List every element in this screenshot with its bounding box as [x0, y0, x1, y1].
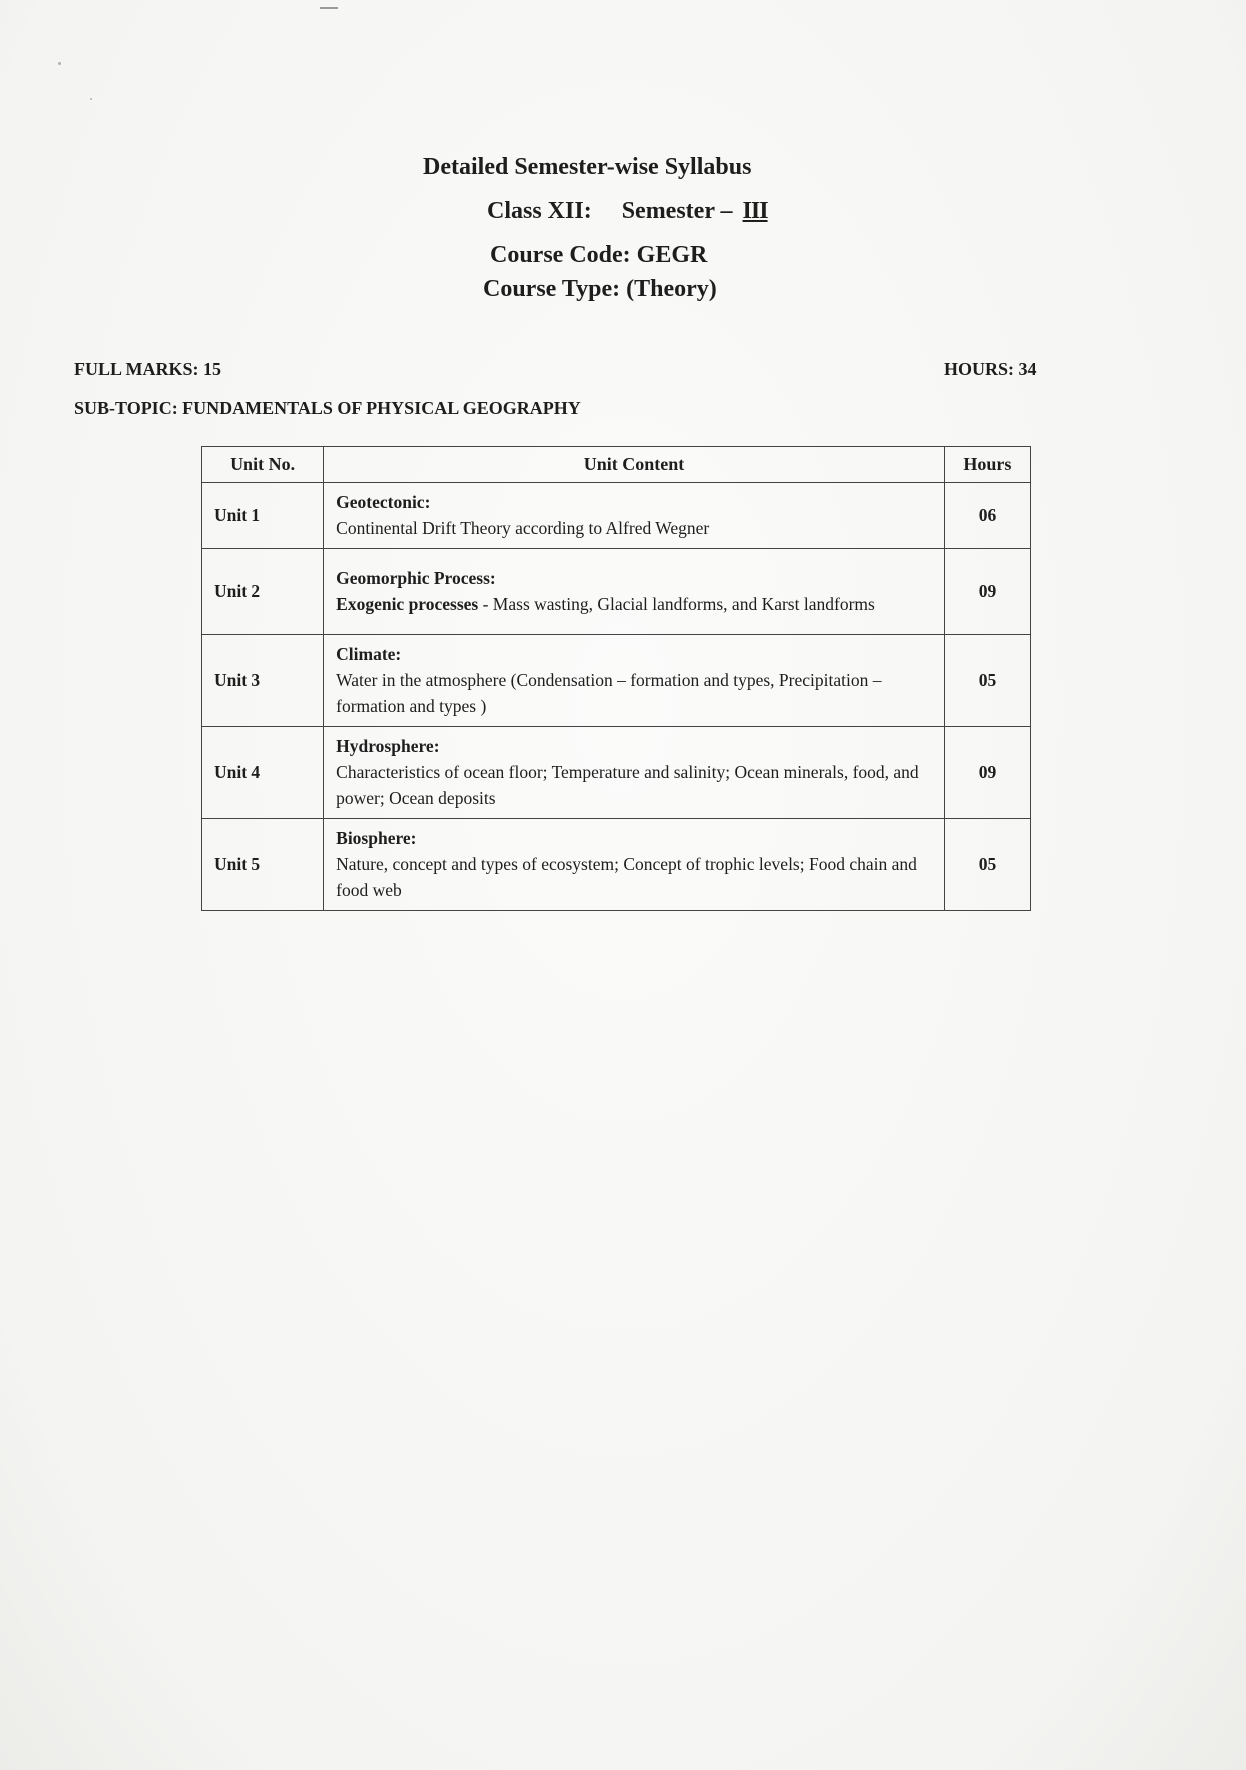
- sub-topic: SUB-TOPIC: FUNDAMENTALS OF PHYSICAL GEOGRAPHY: [74, 398, 581, 418]
- unit-lead: Exogenic processes: [336, 594, 479, 614]
- unit-description: - Mass wasting, Glacial landforms, and Karst landforms: [478, 594, 875, 614]
- unit-content: [324, 635, 945, 727]
- total-hours: HOURS: 34: [944, 359, 1037, 379]
- unit-number: Unit 2: [202, 549, 324, 635]
- unit-content: [324, 819, 945, 911]
- full-marks: FULL MARKS: 15: [74, 359, 222, 379]
- unit-content: [324, 549, 945, 635]
- header-unit-no: Unit No.: [202, 447, 324, 483]
- unit-hours: 06: [944, 483, 1030, 549]
- course-type: Course Type: (Theory): [483, 276, 717, 302]
- unit-topic: Geomorphic Process:: [336, 568, 496, 588]
- unit-number: Unit 1: [202, 483, 324, 549]
- unit-description: Characteristics of ocean floor; Temperature and salinity; Ocean minerals, food, and power; Ocean deposits: [336, 762, 919, 808]
- document-title: Detailed Semester-wise Syllabus: [423, 154, 752, 180]
- unit-topic: Geotectonic:: [336, 492, 431, 512]
- unit-description: Water in the atmosphere (Condensation – formation and types, Precipitation – formation and types ): [336, 670, 882, 716]
- table-row: [202, 483, 1031, 549]
- class-semester-line: [487, 198, 768, 225]
- semester-label: Semester –: [621, 198, 733, 224]
- unit-number: Unit 3: [202, 635, 324, 727]
- syllabus-table: [201, 446, 1031, 911]
- table-row: [202, 819, 1031, 911]
- course-code: Course Code: GEGR: [490, 242, 708, 268]
- table-row: [202, 635, 1031, 727]
- semester-value: III: [742, 198, 768, 224]
- unit-hours: 05: [944, 819, 1030, 911]
- table-row: [202, 727, 1031, 819]
- header-hours: Hours: [944, 447, 1030, 483]
- scan-artifact-dot: [90, 98, 92, 100]
- unit-hours: 05: [944, 635, 1030, 727]
- unit-content: [324, 483, 945, 549]
- unit-topic: Biosphere:: [336, 828, 417, 848]
- scan-artifact-dot: [58, 62, 61, 65]
- unit-content: [324, 727, 945, 819]
- class-label: Class XII:: [487, 198, 592, 224]
- header-unit-content: Unit Content: [324, 447, 945, 483]
- unit-topic: Climate:: [336, 644, 402, 664]
- unit-hours: 09: [944, 549, 1030, 635]
- unit-number: Unit 5: [202, 819, 324, 911]
- unit-description: Continental Drift Theory according to Alfred Wegner: [336, 518, 710, 538]
- scan-artifact-top: [320, 7, 338, 9]
- unit-hours: 09: [944, 727, 1030, 819]
- unit-description: Nature, concept and types of ecosystem; Concept of trophic levels; Food chain and food web: [336, 854, 917, 900]
- table-row: [202, 549, 1031, 635]
- unit-number: Unit 4: [202, 727, 324, 819]
- table-header-row: [202, 447, 1031, 483]
- unit-topic: Hydrosphere:: [336, 736, 440, 756]
